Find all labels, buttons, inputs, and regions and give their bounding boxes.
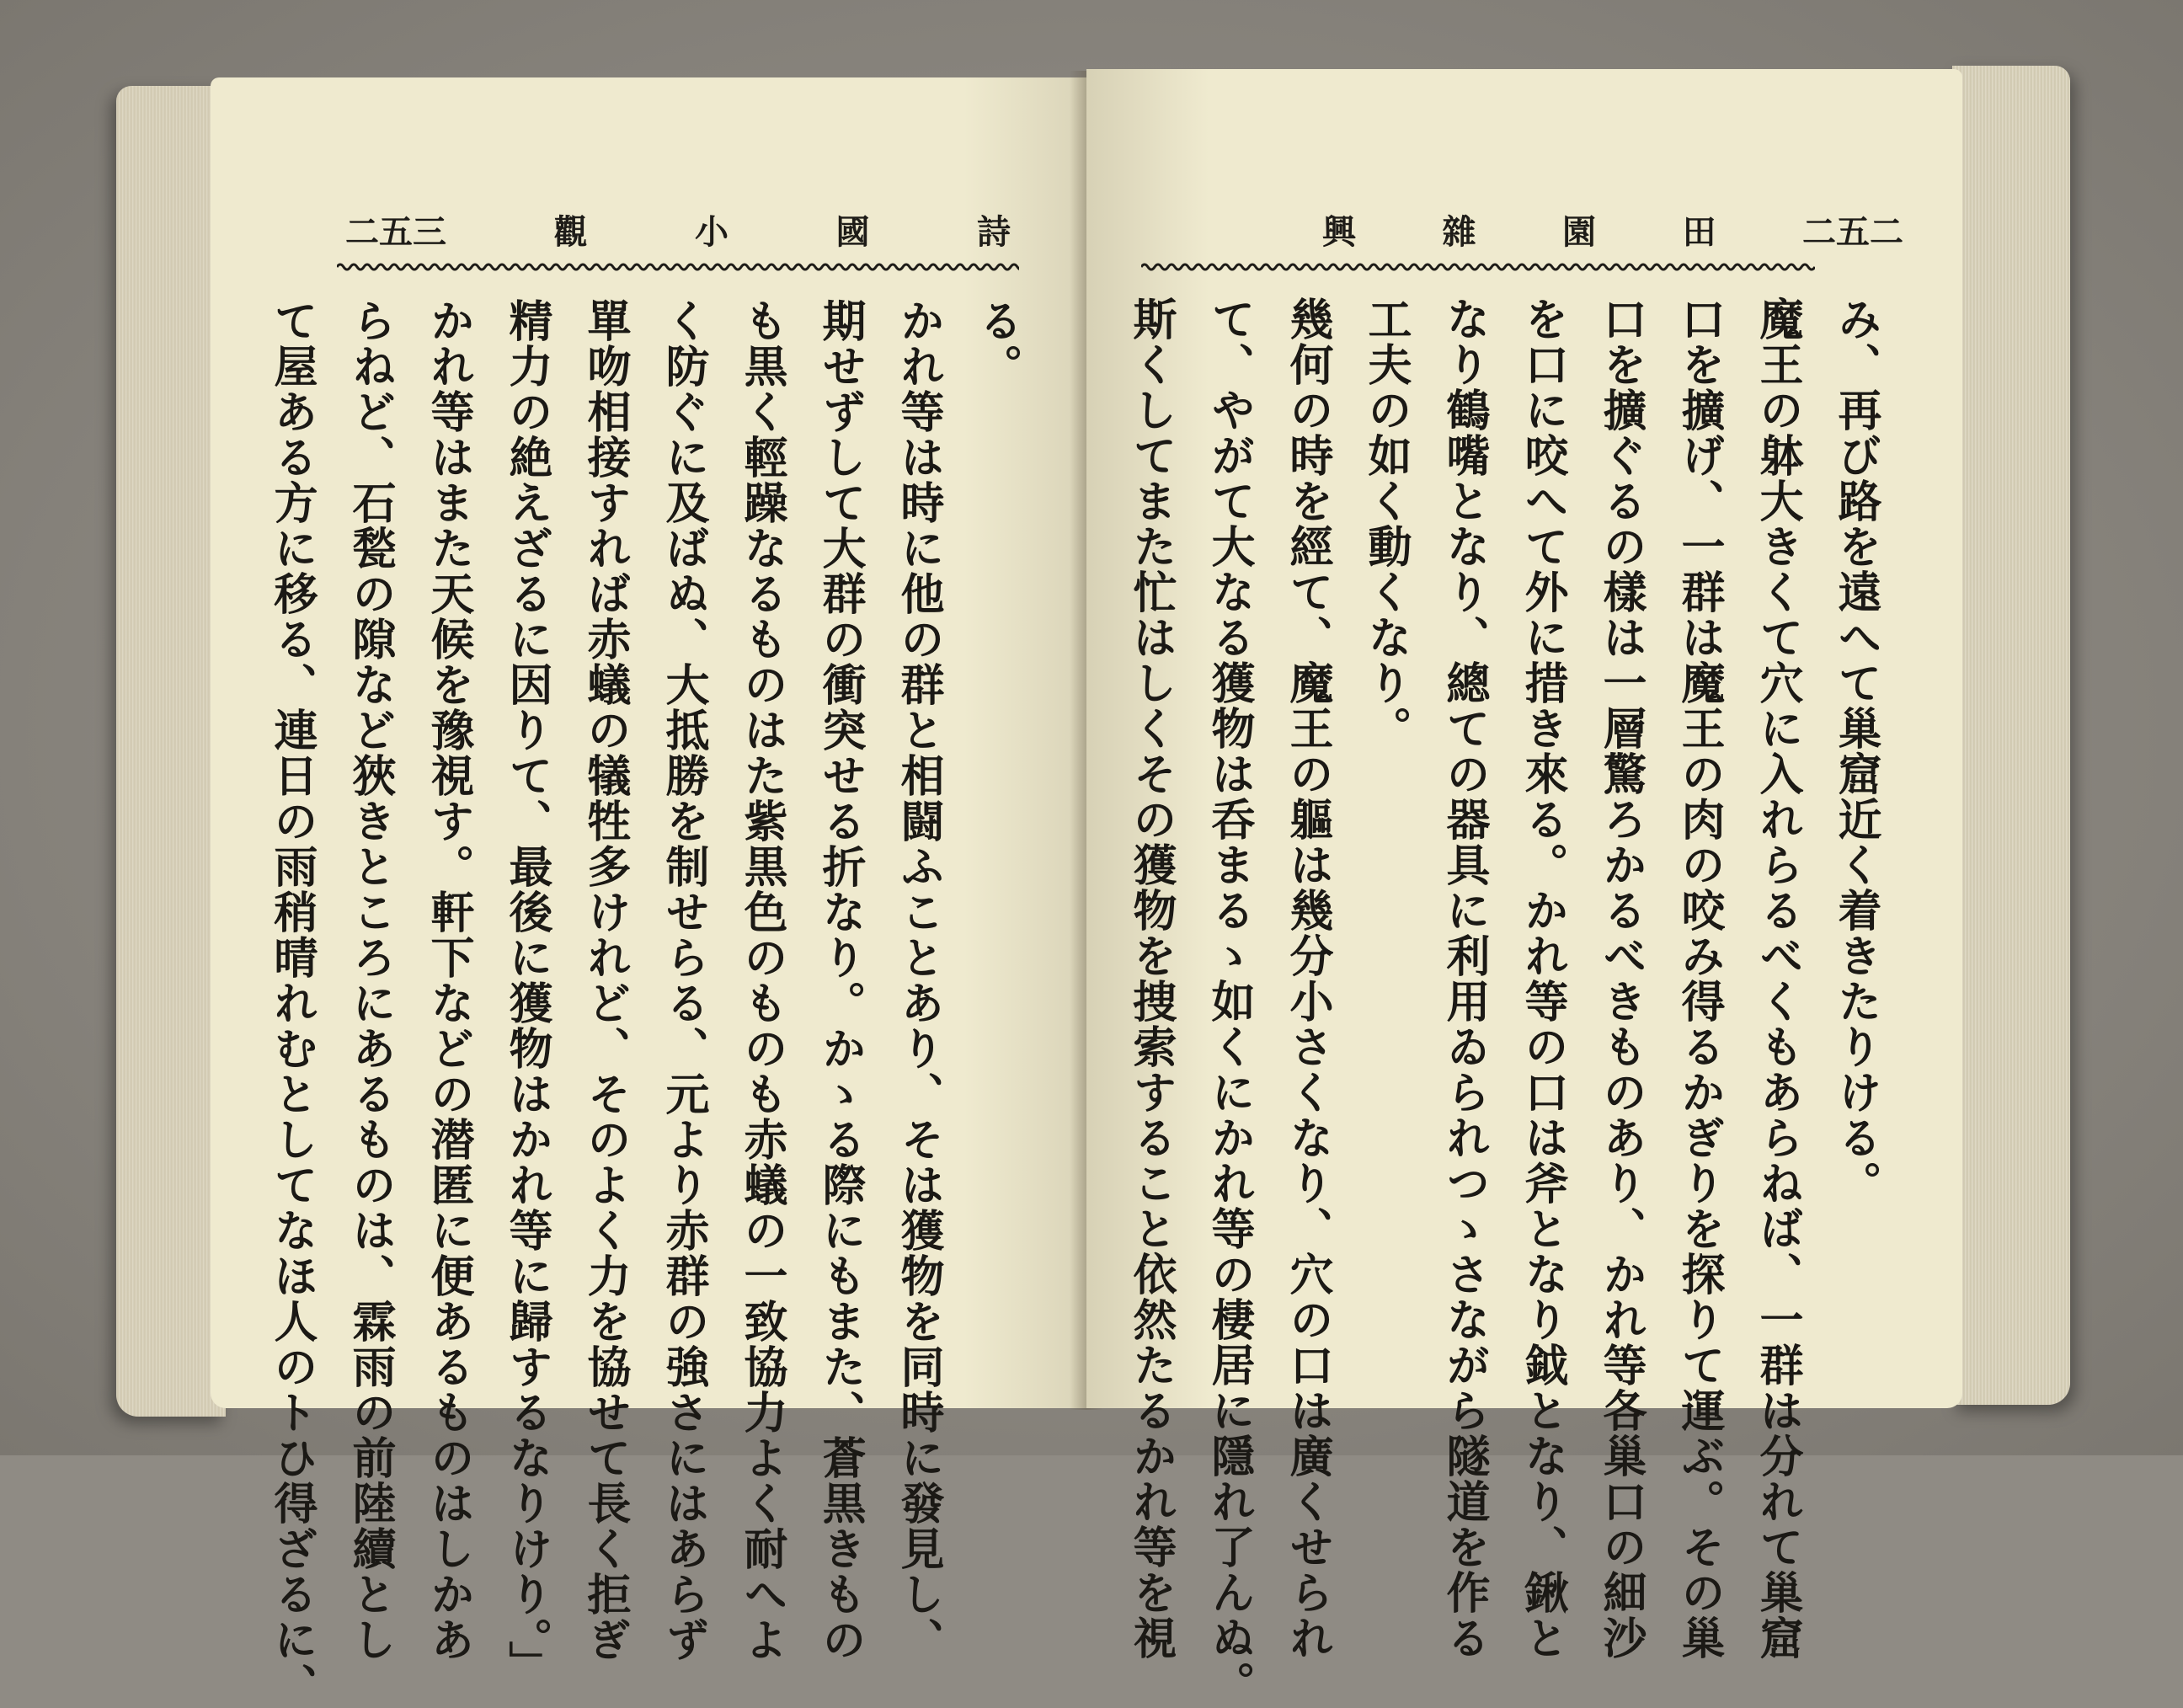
right-page (1086, 69, 1962, 1706)
right-column-2: 魔王の躰大きくて穴に入れらるべくもあらねば、一群は分れて巢窟 (1752, 296, 1803, 1661)
right-column-9: て、やがて大なる獲物は呑まるゝ如くにかれ等の棲居に隱れ了んぬ。 (1204, 296, 1255, 1706)
right-header-char-1: 興 (1322, 211, 1356, 252)
right-column-8: 幾何の時を經て、魔王の軀は幾分小さくなり、穴の口は廣くせられ (1282, 296, 1333, 1661)
left-header-char-3: 國 (835, 211, 870, 252)
right-body-text (1125, 296, 1895, 1706)
left-column-9: らねど、石甃の隙など狹きところにあるものは、霖雨の前陸續とし (344, 298, 396, 1663)
left-body-text (266, 298, 1036, 1708)
right-page-edges (1952, 66, 2070, 1405)
left-header-rule (337, 261, 1019, 273)
right-page-number: 二五二 (1802, 211, 1903, 252)
left-running-header (345, 208, 1011, 250)
left-header-char-2: 小 (695, 211, 729, 252)
left-column-3: 期せずして大群の衝突せる折なり。かゝる際にもまた、蒼黒きもの (814, 298, 866, 1663)
left-column-8: かれ等はまた天候を豫視す。軒下などの潜匿に便あるものはしかあ (423, 298, 474, 1663)
left-column-4: も黒く輕躁なるものはた紫黒色のものも赤蟻の一致協力よく耐へよ (736, 298, 787, 1663)
right-column-3: 口を擴げ、一群は魔王の肉の咬み得るかぎりを探りて運ぶ。その巢 (1673, 296, 1725, 1661)
right-header-rule (1141, 261, 1815, 273)
left-column-6: 單吻相接すれば赤蟻の犠牲多けれど、そのよく力を協せて長く拒ぎ (579, 298, 631, 1663)
left-header-char-4: 詩 (977, 211, 1011, 252)
left-column-1: る。 (971, 298, 1022, 389)
left-header-char-1: 觀 (553, 211, 588, 252)
right-header-char-2: 雜 (1442, 211, 1476, 252)
right-header-char-3: 園 (1562, 211, 1596, 252)
left-page (211, 77, 1086, 1708)
right-column-5: を口に咬へて外に措き來る。かれ等の口は斧となり鉞となり、鍬と (1517, 296, 1568, 1661)
right-column-6: なり鶴嘴となり、總ての器具に利用ゐられつゝさながら隧道を作る (1438, 296, 1490, 1661)
left-column-5: く防ぐに及ばぬ、大抵勝を制せらる、元より赤群の強さにはあらず (658, 298, 709, 1663)
left-page-edges (116, 86, 226, 1417)
left-page-number: 二五三 (345, 211, 446, 252)
left-column-10: て屋ある方に移る、連日の雨稍晴れむとしてなほ人のトひ得ざるに、 (266, 298, 318, 1708)
right-column-4: 口を擴ぐるの樣は一層驚ろかるべきものあり、かれ等各巢口の細沙 (1595, 296, 1647, 1661)
right-column-7: 工夫の如く動くなり。 (1360, 296, 1412, 751)
right-column-10: 斯くしてまた忙はしくその獲物を捜索すること依然たるかれ等を視 (1125, 296, 1177, 1661)
right-header-char-4: 田 (1682, 211, 1716, 252)
right-running-header (1322, 208, 1903, 250)
right-column-1: み、再び路を遠へて巢窟近く着きたりける。 (1830, 296, 1881, 1206)
left-column-2: かれ等は時に他の群と相闘ふことあり、そは獲物を同時に發見し、 (893, 298, 944, 1663)
left-column-7: 精力の絶えざるに因りて、最後に獲物はかれ等に歸するなりけり。」 (501, 298, 552, 1686)
